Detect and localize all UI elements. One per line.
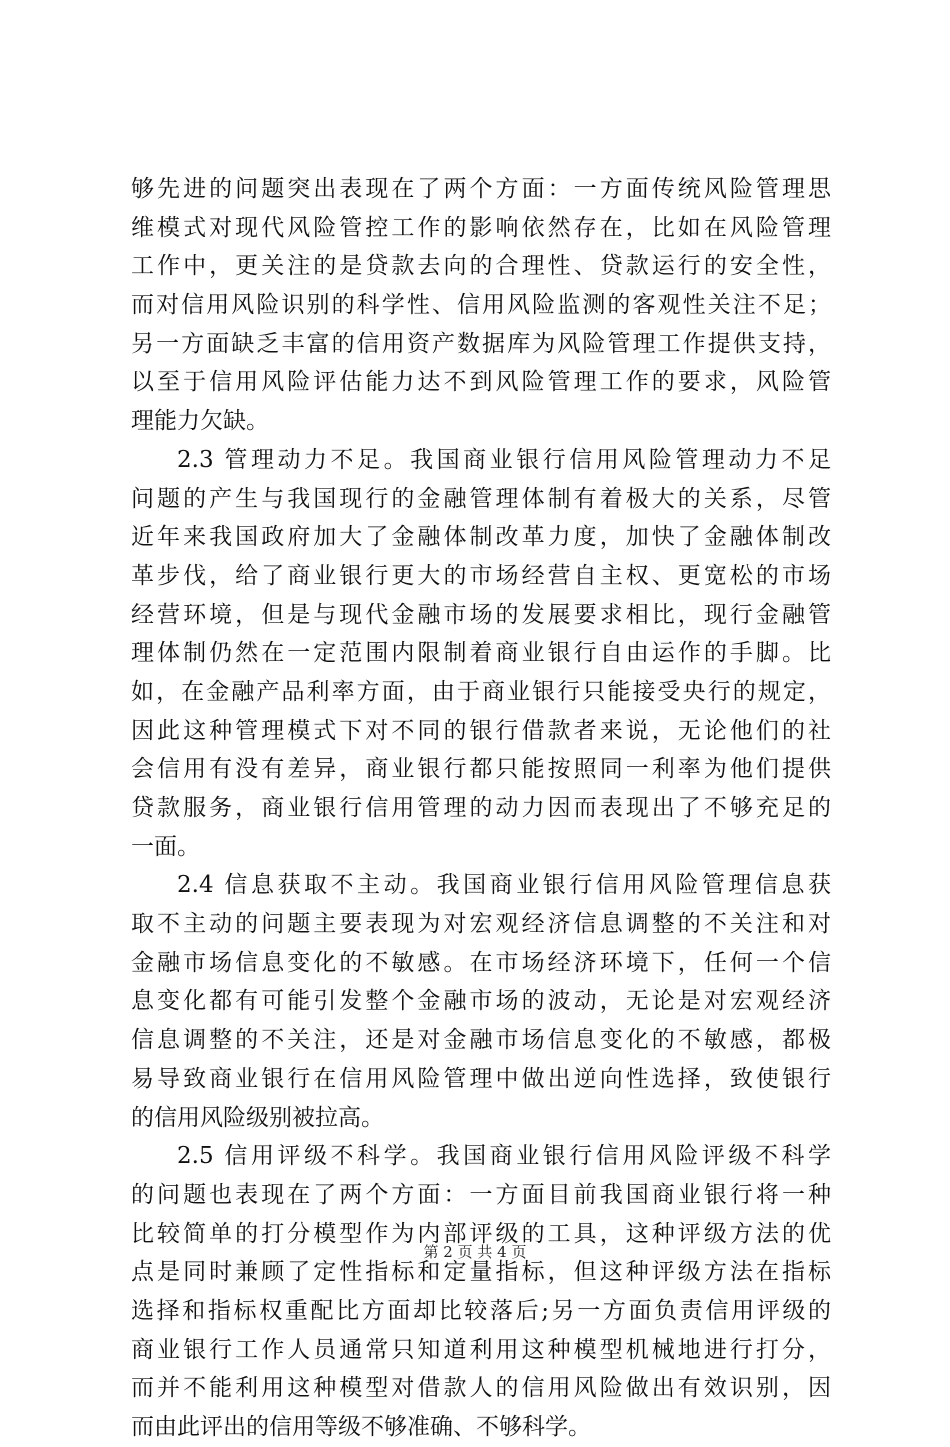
text-line: 商业银行工作人员通常只知道利用这种模型机械地进行打分， <box>131 1336 831 1363</box>
text-line: 而并不能利用这种模型对借款人的信用风险做出有效识别，因 <box>131 1375 831 1402</box>
text-line: 2.5 信用评级不科学。我国商业银行信用风险评级不科学 <box>177 1143 831 1170</box>
text-line: 会信用有没有差异，商业银行都只能按照同一利率为他们提供 <box>131 756 831 783</box>
text-line: 一面。 <box>131 833 200 860</box>
text-line: 问题的产生与我国现行的金融管理体制有着极大的关系，尽管 <box>131 485 831 512</box>
text-line: 而对信用风险识别的科学性、信用风险监测的客观性关注不足； <box>131 292 831 319</box>
text-line: 取不主动的问题主要表现为对宏观经济信息调整的不关注和对 <box>131 911 831 938</box>
text-line: 2.3 管理动力不足。我国商业银行信用风险管理动力不足 <box>177 446 831 473</box>
text-line: 如，在金融产品利率方面，由于商业银行只能接受央行的规定， <box>131 678 831 705</box>
text-line: 以至于信用风险评估能力达不到风险管理工作的要求，风险管 <box>131 369 831 396</box>
text-line: 而由此评出的信用等级不够准确、不够科学。 <box>131 1414 591 1440</box>
text-line: 因此这种管理模式下对不同的银行借款者来说，无论他们的社 <box>131 717 831 744</box>
text-line: 近年来我国政府加大了金融体制改革力度，加快了金融体制改 <box>131 524 831 551</box>
text-line: 比较简单的打分模型作为内部评级的工具，这种评级方法的优 <box>131 1220 831 1247</box>
text-line: 的问题也表现在了两个方面：一方面目前我国商业银行将一种 <box>131 1181 831 1208</box>
text-line: 点是同时兼顾了定性指标和定量指标，但这种评级方法在指标 <box>131 1259 831 1286</box>
text-line: 理体制仍然在一定范围内限制着商业银行自由运作的手脚。比 <box>131 640 831 667</box>
text-line: 贷款服务，商业银行信用管理的动力因而表现出了不够充足的 <box>131 795 831 821</box>
text-line: 工作中，更关注的是贷款去向的合理性、贷款运行的安全性， <box>131 253 831 280</box>
text-line: 金融市场信息变化的不敏感。在市场经济环境下，任何一个信 <box>131 949 831 976</box>
text-line: 维模式对现代风险管控工作的影响依然存在，比如在风险管理 <box>131 214 831 241</box>
page-footer: 第 2 页 共 4 页 <box>423 1243 527 1261</box>
text-line: 的信用风险级别被拉高。 <box>131 1104 384 1131</box>
text-line: 选择和指标权重配比方面却比较落后;另一方面负责信用评级的 <box>131 1297 831 1324</box>
text-line: 2.4 信息获取不主动。我国商业银行信用风险管理信息获 <box>177 872 831 899</box>
text-line: 理能力欠缺。 <box>131 408 269 435</box>
text-line: 革步伐，给了商业银行更大的市场经营自主权、更宽松的市场 <box>131 562 831 589</box>
text-line: 息变化都有可能引发整个金融市场的波动，无论是对宏观经济 <box>131 988 831 1015</box>
text-line: 另一方面缺乏丰富的信用资产数据库为风险管理工作提供支持， <box>131 330 831 357</box>
text-line: 信息调整的不关注，还是对金融市场信息变化的不敏感，都极 <box>131 1027 831 1054</box>
text-line: 够先进的问题突出表现在了两个方面：一方面传统风险管理思 <box>131 176 831 202</box>
text-line: 易导致商业银行在信用风险管理中做出逆向性选择，致使银行 <box>131 1065 831 1092</box>
text-line: 经营环境，但是与现代金融市场的发展要求相比，现行金融管 <box>131 601 831 628</box>
